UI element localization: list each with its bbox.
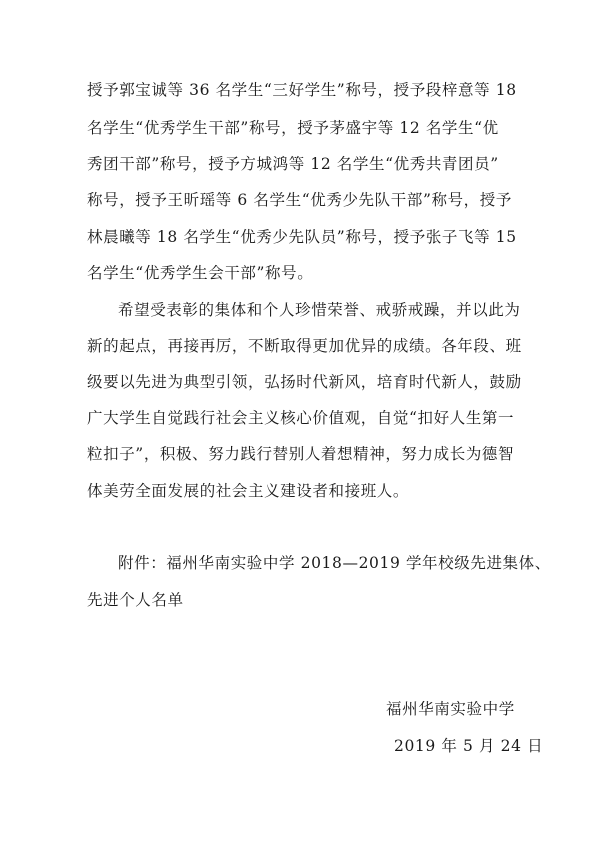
text-line: 体美劳全面发展的社会主义建设者和接班人。 xyxy=(87,482,410,500)
text-line: 级要以先进为典型引领，弘扬时代新风，培育时代新人，鼓励 xyxy=(87,373,522,391)
text-line: 秀团干部”称号，授予方城鸿等 12 名学生“优秀共青团员” xyxy=(87,155,499,173)
text-line: 名学生“优秀学生干部”称号，授予茅盛宇等 12 名学生“优 xyxy=(87,119,499,137)
text-line: 授予郭宝诚等 36 名学生“三好学生”称号，授予段梓意等 18 xyxy=(87,81,517,99)
text-line: 广大学生自觉践行社会主义核心价值观，自觉“扣好人生第一 xyxy=(87,409,515,427)
issuing-organization: 福州华南实验中学 xyxy=(386,700,515,718)
text-line: 名学生“优秀学生会干部”称号。 xyxy=(87,264,314,282)
text-line: 称号，授予王昕瑶等 6 名学生“优秀少先队干部”称号，授予 xyxy=(87,191,512,209)
text-line: 附件：福州华南实验中学 2018—2019 学年校级先进集体、 xyxy=(118,554,551,572)
text-line: 新的起点，再接再厉，不断取得更加优异的成绩。各年段、班 xyxy=(87,337,522,355)
text-line: 希望受表彰的集体和个人珍惜荣誉、戒骄戒躁，并以此为 xyxy=(118,301,521,319)
text-line: 粒扣子”，积极、努力践行替别人着想精神，努力成长为德智 xyxy=(87,445,515,463)
text-line: 林晨曦等 18 名学生“优秀少先队员”称号，授予张子飞等 15 xyxy=(87,228,517,246)
text-line: 先进个人名单 xyxy=(87,591,184,609)
issue-date: 2019 年 5 月 24 日 xyxy=(394,737,544,755)
